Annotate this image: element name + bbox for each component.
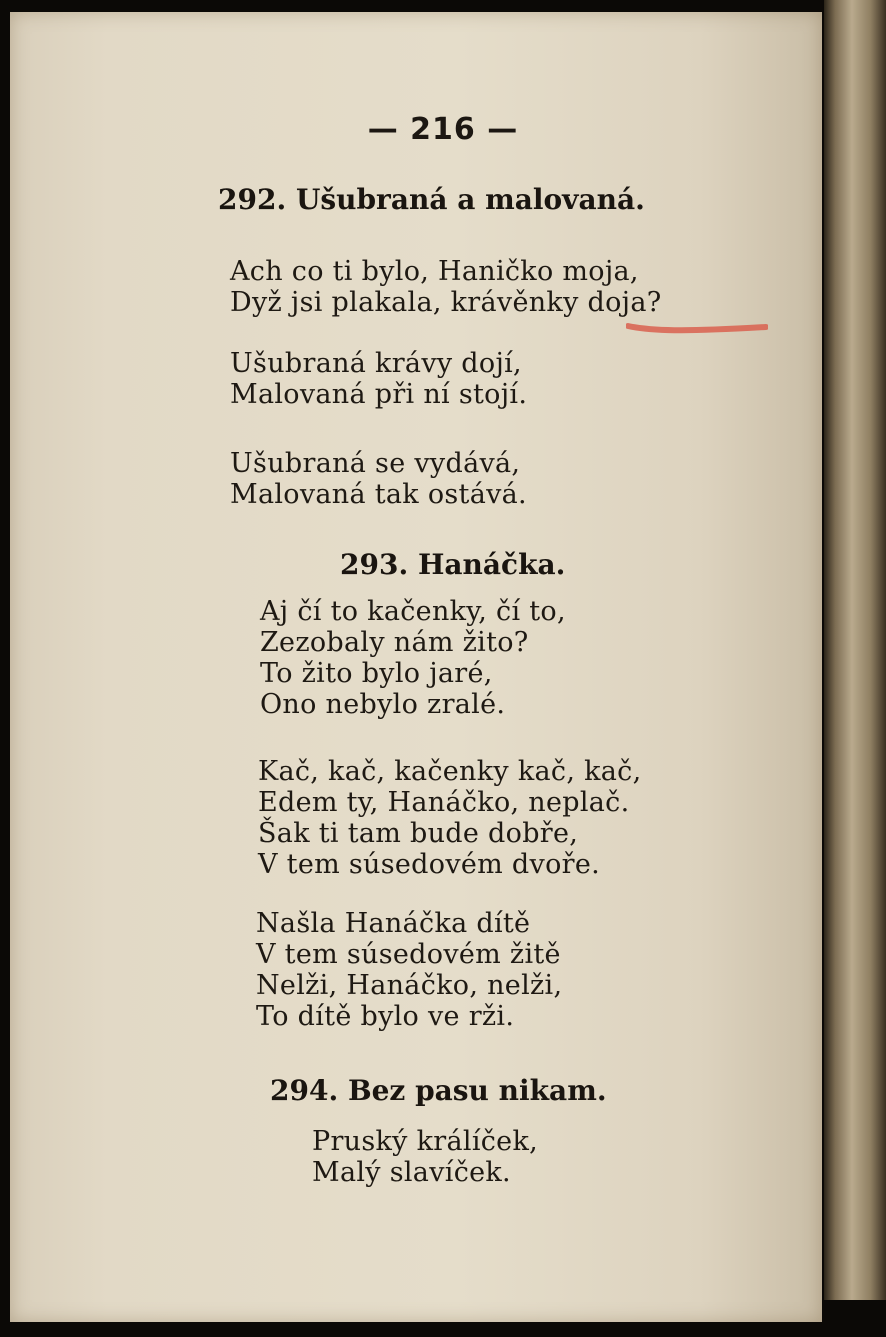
verse-line: Zezobaly nám žito? — [260, 627, 529, 658]
adjacent-page-edge — [824, 0, 886, 1300]
verse-line: Ušubraná se vydává, — [230, 448, 521, 479]
verse-line: Malý slavíček. — [312, 1157, 511, 1188]
verse-line: Ach co ti bylo, Haničko moja, — [230, 256, 639, 287]
verse-line: Malovaná tak ostává. — [230, 479, 527, 510]
stanza-292-3 — [230, 448, 527, 510]
verse-line: Aj čí to kačenky, čí to, — [260, 596, 566, 627]
verse-line: Nelži, Hanáčko, nelži, — [256, 970, 563, 1001]
song-title-292: 292. Ušubraná a malovaná. — [218, 183, 645, 216]
page-number: — 216 — — [367, 112, 519, 147]
verse-line: Dyž jsi plakala, krávěnky doja? — [230, 287, 662, 318]
stanza-293-1 — [260, 596, 566, 720]
song-title-294: 294. Bez pasu nikam. — [270, 1074, 607, 1107]
verse-line: Ušubraná krávy dojí, — [230, 348, 522, 379]
verse-line: Našla Hanáčka dítě — [256, 908, 531, 939]
verse-line: Ono nebylo zralé. — [260, 689, 506, 720]
red-underline-mark — [626, 320, 768, 334]
stanza-292-1 — [230, 256, 662, 318]
verse-line: To dítě bylo ve rži. — [256, 1001, 515, 1032]
stanza-293-2 — [258, 756, 641, 880]
verse-line: Pruský králíček, — [312, 1126, 538, 1157]
verse-line: To žito bylo jaré, — [260, 658, 493, 689]
verse-line: Edem ty, Hanáčko, neplač. — [258, 787, 630, 818]
verse-line: V tem súsedovém žitě — [256, 939, 561, 970]
verse-line: Kač, kač, kačenky kač, kač, — [258, 756, 642, 787]
verse-line: V tem súsedovém dvoře. — [258, 849, 600, 880]
stanza-293-3 — [256, 908, 562, 1032]
stanza-292-2 — [230, 348, 527, 410]
verse-line: Šak ti tam bude dobře, — [258, 818, 579, 849]
stanza-294-1 — [312, 1126, 538, 1188]
song-title-293: 293. Hanáčka. — [340, 548, 566, 581]
verse-line: Malovaná při ní stojí. — [230, 379, 528, 410]
